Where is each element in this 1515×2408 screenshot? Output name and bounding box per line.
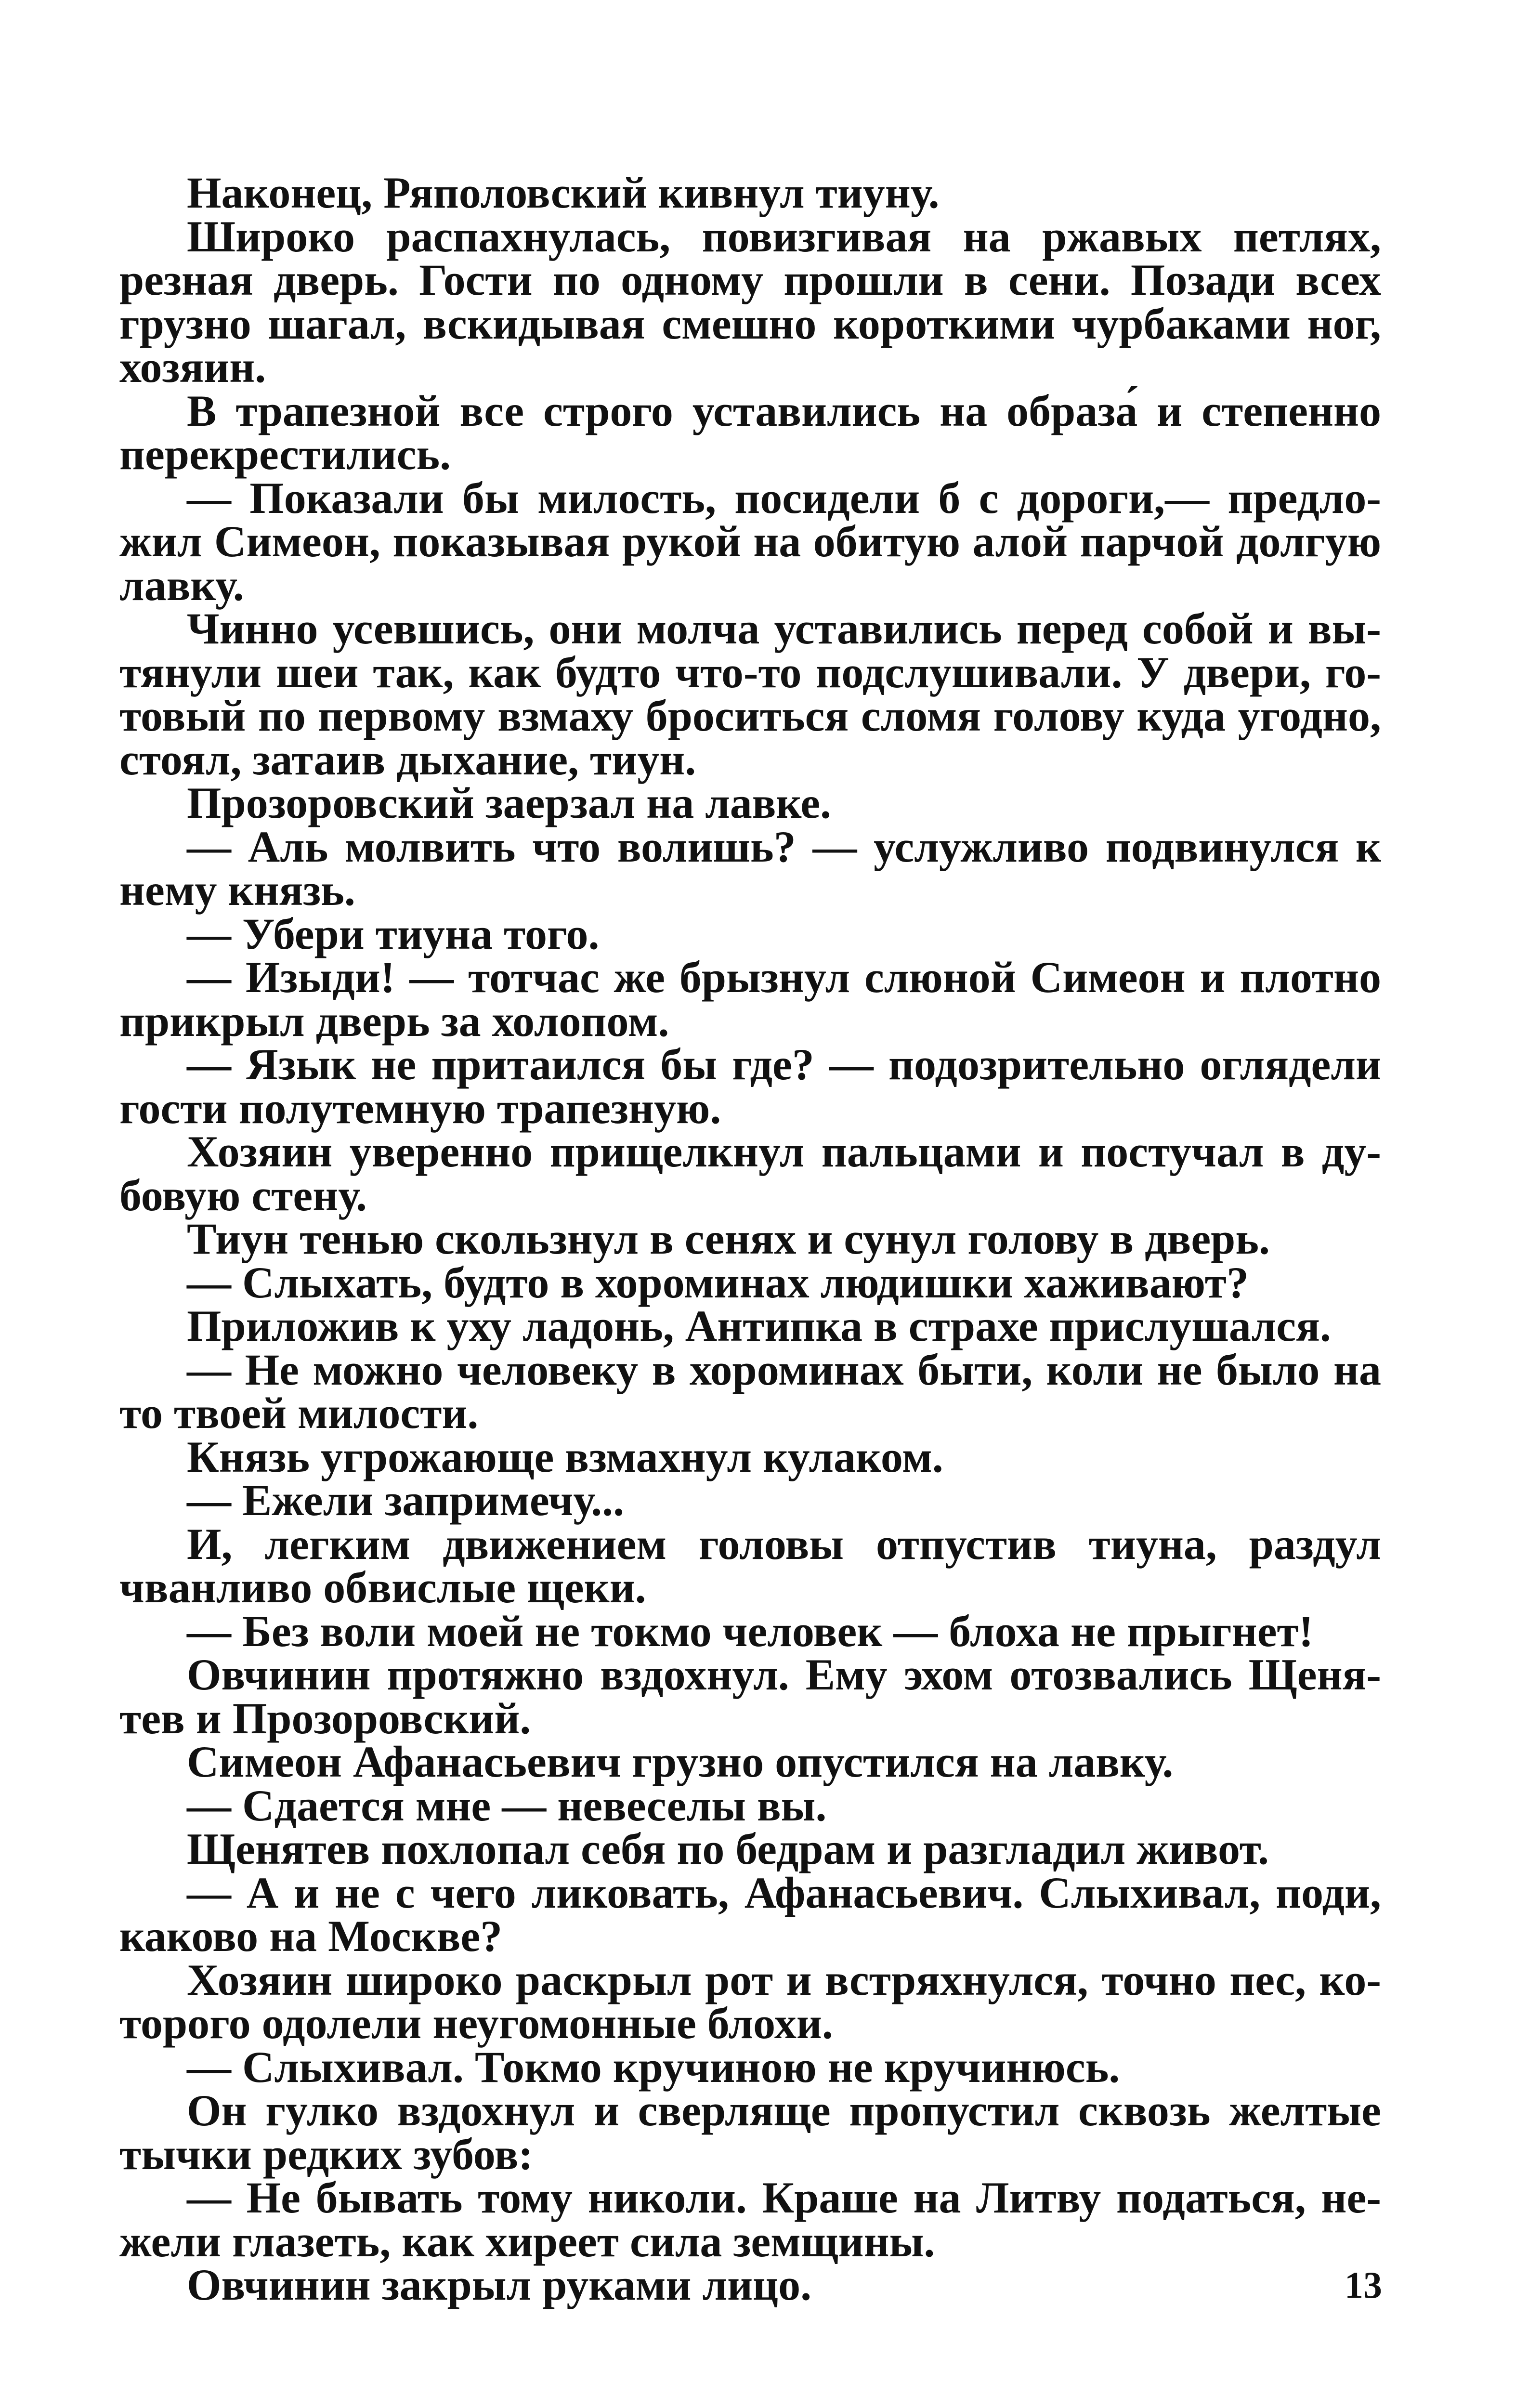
paragraph: — Язык не притаился бы где? — подозрительно оглядели гости полутемную трапезную.: [119, 1040, 1381, 1133]
paragraph: — Аль молвить что волишь? — услужливо подвинулся к нему князь.: [119, 822, 1381, 915]
paragraph: И, легким движением головы отпустив тиуна, раздул чванливо обвислые щеки.: [119, 1519, 1381, 1612]
paragraph: — Сдается мне — невеселы вы.: [187, 1780, 827, 1830]
paragraph: Хозяин уверенно прищелкнул пальцами и постучал в дубовую стену.: [119, 1127, 1381, 1220]
paragraph: — Изыди! — тотчас же брызнул слюной Симеон и плотно прикрыл дверь за холопом.: [119, 953, 1381, 1046]
paragraph: Наконец, Ряполовский кивнул тиуну.: [187, 168, 940, 217]
paragraph: Овчинин протяжно вздохнул. Ему эхом отозвались Щенятев и Прозоровский.: [119, 1650, 1381, 1743]
paragraph: — Не бывать тому николи. Краше на Литву податься, нежели глазеть, как хиреет сила земщины.: [119, 2173, 1381, 2266]
paragraph: — Ежели запримечу...: [187, 1476, 625, 1525]
paragraph: Он гулко вздохнул и сверляще пропустил сквозь желтые тычки редких зубов:: [119, 2086, 1381, 2179]
page-number: 13: [1345, 2264, 1382, 2306]
paragraph: — Без воли моей не токмо человек — блоха не прыгнет!: [187, 1606, 1314, 1656]
paragraph: — А и не с чего ликовать, Афанасьевич. Слыхивал, поди, каково на Москве?: [119, 1868, 1381, 1961]
paragraph: — Слыхивал. Токмо кручиною не кручинюсь.: [187, 2042, 1120, 2092]
paragraph: — Слыхать, будто в хороминах людишки хаживают?: [187, 1257, 1249, 1307]
paragraph: Прозоровский заерзал на лавке.: [187, 778, 832, 827]
paragraph: Овчинин закрыл руками лицо.: [187, 2260, 812, 2309]
paragraph: Хозяин широко раскрыл рот и встряхнулся, точно пес, которого одолели неугомонные блохи.: [119, 1955, 1381, 2048]
paragraph: Тиун тенью скользнул в сенях и сунул голову в дверь.: [187, 1214, 1270, 1263]
paragraph: — Убери тиуна того.: [187, 909, 600, 958]
paragraph: Симеон Афанасьевич грузно опустился на лавку.: [187, 1737, 1174, 1786]
paragraph: В трапезной все строго уставились на образа́ и степенно перекрестились.: [119, 386, 1381, 479]
paragraph: Щенятев похлопал себя по бедрам и разгладил живот.: [187, 1824, 1269, 1873]
paragraph: — Показали бы милость, посидели б с дороги,— предложил Симеон, показывая рукой на обитую алой парчой долгую лавку.: [119, 473, 1381, 610]
paragraph: Широко распахнулась, повизгивая на ржавых петлях, резная дверь. Гости по одному прошли в сени. Позади всех грузно шагал, вскидывая смешно короткими чурбаками ног, хозяин.: [119, 211, 1381, 392]
body-text: [119, 168, 1381, 2309]
paragraph: Приложив к уху ладонь, Антипка в страхе прислушался.: [187, 1301, 1331, 1350]
paragraph: — Не можно человеку в хороминах быти, коли не было на то твоей милости.: [119, 1345, 1381, 1438]
paragraph: Князь угрожающе взмахнул кулаком.: [187, 1432, 943, 1481]
paragraph: Чинно усевшись, они молча уставились перед собой и вытянули шеи так, как будто что-то подслушивали. У двери, готовый по первому взмаху броситься сломя голову куда угодно, стоял, затаив дыхание, тиун.: [119, 604, 1381, 784]
